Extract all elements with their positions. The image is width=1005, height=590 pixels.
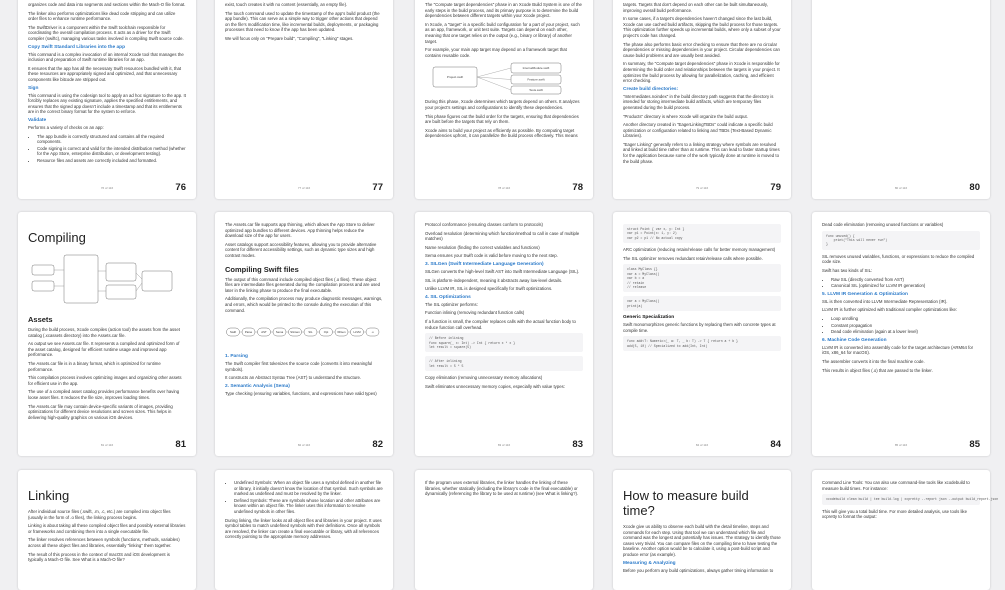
document-page xyxy=(215,470,393,590)
paragraph: Command Line Tools: You can also use command-line tools like xcodebuild to measure build times. For instance: xyxy=(822,480,970,491)
chapter-title: Linking xyxy=(28,488,70,503)
paragraph: It constructs an Abstract Syntax Tree (AST) to understand the structure. xyxy=(225,375,362,381)
bullet-item: • Raw SIL (directly converted from AST) xyxy=(831,277,980,283)
paragraph: ARC optimization (reducing retain/release calls for better memory management) xyxy=(623,247,776,253)
section-heading: Sign xyxy=(28,85,39,91)
page-content xyxy=(822,0,980,2)
paragraph: The "Compute target dependencies" phase in an Xcode Build System is one of the early steps in the build process, and its primary purpose is to determine the build dependencies between different targets within your Xcode project. xyxy=(425,2,582,19)
paragraph: The phase also performs basic error checking to ensure that there are no circular dependencies or missing dependencies in your project. Circular dependencies can cause build problems and are usually best avoided. xyxy=(623,41,780,58)
paragraph: This results in object files (.o) that are passed to the linker. xyxy=(822,367,933,373)
paragraph: If the program uses external libraries, the linker handles the linking of these libraries, whether statically (including the library's code in the final executable) or dynamically (referencing the library to be used at runtime) (see What is linking?). xyxy=(425,480,579,497)
section-heading: 2. Semantic Analysis (Sema) xyxy=(225,383,290,389)
page-tag: 83 of 116 xyxy=(497,443,511,447)
page-number: 80 xyxy=(969,182,980,193)
dependency-diagram-svg xyxy=(425,61,575,95)
document-page xyxy=(18,212,196,456)
bullet-item: • Constant propagation xyxy=(831,323,980,329)
page-content xyxy=(623,470,781,573)
code-block: func unused() { print("This will never run") } xyxy=(822,231,980,250)
page-number: 77 xyxy=(372,182,383,193)
bullet-item: • The app bundle is correctly structured and contains all the required components. xyxy=(37,134,186,145)
paragraph: exist, touch creates it with no content (essentially, an empty file). xyxy=(225,2,348,7)
page-content xyxy=(822,470,999,520)
pipeline-stage-label: Opt xyxy=(323,330,329,335)
page-tag: 84 of 116 xyxy=(695,443,709,447)
paragraph: During this phase, Xcode determines which targets depend on others. It analyzes your project's settings and configurations to identify these dependencies. xyxy=(425,99,580,110)
paragraph: SIL removes unused variables, functions, or expressions to reduce the compiled code size. xyxy=(822,253,975,265)
pipeline-stage-label: LLVM xyxy=(353,330,361,335)
swift-pipeline-diagram xyxy=(225,316,383,350)
paragraph: "Products" directory is where Xcode will organize the build output. xyxy=(623,113,748,119)
paragraph: Copy elimination (removing unnecessary memory allocations) xyxy=(425,375,543,381)
dependency-node-label: InternalModule.swift xyxy=(522,66,550,71)
dependency-arrow xyxy=(477,68,511,77)
paragraph: The result of this process in the context of macOS and iOS development is typically a Mach-O file. See What is a Mach-O file? xyxy=(28,551,170,563)
paragraph: Before you perform any build optimizations, always gather timing information to xyxy=(623,567,774,573)
paragraph: The Assets.car file may contain device-specific variants of images, providing optimizations for different device resolutions and screen sizes. This helps in delivering high-quality graphics on various iOS devices. xyxy=(28,403,173,420)
paragraph: Unlike LLVM IR, SIL is designed specifically for Swift optimizations. xyxy=(425,286,553,292)
bullet-list xyxy=(822,277,980,289)
paragraph: In some cases, if a target's dependencies haven't changed since the last build, Xcode can use cached build artifacts, skipping the build process for those targets. This optimization further speeds up incremental builds, where only a subset of your project's code has changed. xyxy=(623,16,781,38)
document-page xyxy=(812,212,990,456)
paragraph: LLVM IR is further optimized with traditional compiler optimizations like: xyxy=(822,307,958,313)
document-page xyxy=(812,0,990,199)
section-heading: 1. Parsing xyxy=(225,354,248,360)
page-content xyxy=(425,470,583,497)
bullet-list xyxy=(28,134,186,164)
paragraph: The linker also performs optimizations like dead code stripping and can utilize order files to enhance runtime performance. xyxy=(28,10,176,22)
page-footer xyxy=(28,179,186,193)
paragraph: SILGen converts the high-level Swift AST into Swift Intermediate Language (SIL). xyxy=(425,268,580,274)
page-number: 82 xyxy=(372,439,383,450)
page-content xyxy=(225,470,383,540)
code-block: xcodebuild clean build | tee build.log | xcpretty --report json --output build_report.json xyxy=(822,494,980,504)
paragraph: SIL is platform-independent, meaning it abstracts away low-level details. xyxy=(425,277,563,283)
paragraph: The assembler converts it into the final machine code. xyxy=(822,358,925,364)
document-page xyxy=(613,0,791,199)
paragraph: The Assets.car file supports app thinning, which allows the App Store to deliver optimized app bundles to different devices. App thinning helps reduce the download size of the app for users. xyxy=(225,222,375,239)
chapter-title: Compiling xyxy=(28,230,86,245)
bullet-item: • Canonical SIL (optimized for LLVM IR generation) xyxy=(831,283,980,289)
section-heading: Copy Swift Standard Libraries into the app xyxy=(28,44,126,50)
paragraph: Type checking (ensuring variables, functions, and expressions have valid types) xyxy=(225,390,377,396)
page-number: 79 xyxy=(770,182,781,193)
bullet-list xyxy=(822,316,980,335)
page-content xyxy=(425,0,583,139)
paragraph: The Assets.car file is in a binary format, which is optimized for runtime performance. xyxy=(28,360,161,372)
dependency-diagram xyxy=(425,61,583,95)
page-footer xyxy=(28,436,186,450)
page-footer xyxy=(623,436,781,450)
paragraph: Swift eliminates unnecessary memory copies, especially with value types: xyxy=(425,383,565,389)
code-block: var a = MyClass() print(a) xyxy=(623,296,781,311)
page-footer xyxy=(425,436,583,450)
page-tag: 77 of 116 xyxy=(297,186,311,190)
page-content xyxy=(623,212,781,351)
section-heading: 5. LLVM IR Generation & Optimization xyxy=(822,291,908,297)
document-page xyxy=(613,470,791,590)
compile-diagram-box xyxy=(106,285,136,299)
chapter-title: How to measure build time? xyxy=(623,488,749,518)
paragraph: Xcode aims to build your project as efficiently as possible. By computing target dependencies upfront, it can parallelize the build process effectively. This means xyxy=(425,127,578,139)
page-footer xyxy=(822,436,980,450)
paragraph: During linking, the linker looks at all object files and libraries in your project. It uses symbol tables to match undefined symbols with their definitions. Once all symbols are resolved, the linker can create a final executable or library, with all references correctly pointing to the appropriate memory addresses. xyxy=(225,517,382,540)
code-block: func add<T: Numeric>(_ a: T, _ b: T) -> T { return a + b } add(5, 10) // Specialized to add(Int, Int) xyxy=(623,336,781,351)
paragraph: Overload resolution (determining which function/method to call in case of multiple matches) xyxy=(425,230,580,242)
page-content xyxy=(28,470,186,563)
section-title: Assets xyxy=(28,315,53,324)
page-tag: 85 of 116 xyxy=(894,443,908,447)
pipeline-stage-label: .o xyxy=(371,330,374,335)
paragraph: Additionally, the compilation process may produce diagnostic messages, warnings, and errors, which would be printed to the console during the execution of this command. xyxy=(225,296,383,313)
page-content xyxy=(225,212,383,397)
paragraph: SIL is then converted into LLVM Intermediate Representation (IR). xyxy=(822,298,948,304)
code-block: // Before inlining func square(_ x: Int) -> Int { return x * x } let result = square(5) xyxy=(425,333,583,352)
section-heading: 6. Machine Code Generation xyxy=(822,337,887,343)
compile-diagram-box xyxy=(32,281,54,291)
code-block: struct Point { var x, y: Int } var p1 = Point(x: 1, y: 2) var p2 = p1 // No actual copy xyxy=(623,224,781,243)
dependency-node-label: Tests.swift xyxy=(529,88,543,93)
paragraph: As output we see Assets.car file. It represents a compiled and optimized form of the asset catalog, designed for efficient runtime usage and improved app performance. xyxy=(28,341,180,358)
paragraph: Another directory created in "EagerLinkingTBDs" could indicate a specific build optimization or configuration related to linking and TBDs (Text-Based Dynamic Libraries). xyxy=(623,122,773,139)
paragraph: Swift monomorphizes generic functions by replacing them with concrete types at compile time. xyxy=(623,322,776,333)
page-tag: 79 of 116 xyxy=(695,186,709,190)
section-heading: Measuring & Analyzing xyxy=(623,560,676,566)
bullet-item: • Dead code elimination (again at a lower level) xyxy=(831,329,980,335)
bullet-item: • Loop unrolling xyxy=(831,316,980,322)
compile-diagram xyxy=(28,251,186,309)
paragraph: In Xcode, a "target" is a specific build configuration for a part of your project, such as an app, framework, or unit test suite. Targets can depend on each other, meaning that one target relies on the output (e.g., binary or library) of another target. xyxy=(425,21,580,44)
paragraph: It ensures that the app has all the necessary Swift resources bundled with it, that these resources are appropriately signed and optimized, and that unnecessary components like bitcode are stripped out. xyxy=(28,65,182,82)
document-page xyxy=(415,212,593,456)
page-tag: 76 of 116 xyxy=(100,186,114,190)
document-page xyxy=(415,0,593,199)
compile-diagram-arrow xyxy=(136,283,142,291)
document-page xyxy=(812,470,999,590)
paragraph: We will focus only on "Prepare build", "Compiling", "Linking" stages. xyxy=(225,35,354,41)
paragraph: "Eager Linking" generally refers to a linking strategy where symbols are resolved and linked at build time rather than at runtime. This can lead to faster startup times for the application because some of the work typically done at runtime is moved to the build phase. xyxy=(623,141,780,164)
paragraph: This command is using the codesign tool to apply an ad hoc signature to the app. It forcibly replaces any existing signature, applies the specified entitlements, and ensures that the signed app doesn't include a timestamp and that its entitlements are in the correct binary format for the system to enforce. xyxy=(28,92,186,115)
paragraph: The linker resolves references between symbols (functions, methods, variables) across all these object files and libraries, essentially "linking" them together. xyxy=(28,537,180,548)
section-heading: 3. SILGen (Swift Intermediate Language Generation) xyxy=(425,261,544,267)
document-page xyxy=(415,470,593,590)
page-footer xyxy=(225,179,383,193)
page-tag: 82 of 116 xyxy=(297,443,311,447)
page-number: 76 xyxy=(175,182,186,193)
paragraph: targets. Targets that don't depend on each other can be built simultaneously, improving overall build performance. xyxy=(623,2,768,13)
page-number: 78 xyxy=(572,182,583,193)
page-content xyxy=(623,0,781,164)
page-number: 84 xyxy=(770,439,781,450)
paragraph: The SwiftDriver is a component within the Swift toolchain responsible for coordinating the overall compilation process. It acts as a driver for the Swift compiler (swiftc), managing various tasks involved in compiling Swift source code. xyxy=(28,24,184,41)
paragraph: The SIL optimizer performs: xyxy=(425,301,478,307)
bullet-item: • Resource files and assets are correctly included and formatted. xyxy=(37,158,186,164)
paragraph: Sema ensures your Swift code is valid before moving to the next step. xyxy=(425,253,558,259)
pipeline-stage-label: Parse xyxy=(244,330,253,335)
paragraph: Swift has two kinds of SIL: xyxy=(822,268,873,273)
compile-diagram-box xyxy=(142,271,172,291)
page-content xyxy=(28,0,186,163)
dependency-node-label: Feature.swift xyxy=(527,78,545,83)
paragraph: organizes code and data into segments and sections within the Mach-O file format. xyxy=(28,2,186,7)
page-content xyxy=(425,212,583,389)
paragraph: The use of a compiled asset catalog provides performance benefits over having loose asset files. It reduces the file size, improves loading times. xyxy=(28,389,180,400)
compile-diagram-box xyxy=(32,265,54,275)
page-number: 83 xyxy=(572,439,583,450)
page-tag: 78 of 116 xyxy=(497,186,511,190)
document-page xyxy=(613,212,791,456)
paragraph: This compilation process involves optimizing images and organizing other assets for efficient use in the app. xyxy=(28,375,182,386)
paragraph: During the build process, Xcode compiles (action tool) the assets from the asset catalog (.xcassets directory) into the Assets.car file. xyxy=(28,327,180,338)
compile-diagram-box xyxy=(64,255,98,303)
paragraph: For example, your main app target may depend on a framework target that contains reusable code. xyxy=(425,47,567,58)
paragraph: Asset catalogs support accessibility features, allowing you to provide alternative content for different accessibility settings, such as dynamic type sizes and high contrast modes. xyxy=(225,241,377,258)
page-number: 85 xyxy=(969,439,980,450)
paragraph: Protocol conformance (ensuring classes conform to protocols) xyxy=(425,222,543,227)
page-content xyxy=(28,212,186,420)
paragraph: Dead code elimination (removing unused functions or variables) xyxy=(822,222,944,227)
document-page xyxy=(215,212,393,456)
page-footer xyxy=(623,179,781,193)
paragraph: Function inlining (removing redundant function calls) xyxy=(425,310,525,316)
code-block: // After inlining let result = 5 * 5 xyxy=(425,356,583,371)
page-content xyxy=(225,0,383,42)
paragraph: This will give you a total build time. For more detailed analysis, use tools like xcpretty to format the output: xyxy=(822,508,967,520)
compile-diagram-arrow xyxy=(136,273,142,279)
document-page xyxy=(215,0,393,199)
paragraph: Linking is about taking all these compiled object files and possibly external libraries or frameworks and combining them into a single executable file. xyxy=(28,523,186,534)
paragraph: After individual source files (.swift, .m, .c, etc.) are compiled into object files (usually in the form of .o files), the linking process begins. xyxy=(28,509,171,520)
paragraph: Performs a variety of checks on an app: xyxy=(28,124,104,130)
pipeline-stage-label: IRGen xyxy=(337,330,346,335)
paragraph: "Intermediates.noindex" in the build directory path suggests that the directory is intended for storing intermediate build artifacts, which are temporary files generated during the build process. xyxy=(623,93,774,110)
pipeline-stage-label: AST xyxy=(261,330,267,335)
document-page xyxy=(18,0,196,199)
bullet-item: • Defined Symbols: These are symbols whose location and other attributes are known within an object file. The linker uses this information to resolve undefined symbols in other files. xyxy=(234,498,383,515)
page-footer xyxy=(425,179,583,193)
bullet-item: • Code signing is correct and valid for the intended distribution method (whether for the App Store, enterprise distribution, or development testing). xyxy=(37,146,186,157)
paragraph: The Swift compiler first tokenizes the source code (converts it into meaningful symbols). xyxy=(225,361,373,372)
dependency-node-label: Project.swift xyxy=(446,75,464,80)
page-tag: 81 of 116 xyxy=(100,443,114,447)
paragraph: The touch command used to update the timestamp of the app's build product (the app bundle). This can serve as a simple way to trigger other actions that depend on the file's modification time, like incremental builds, deployments, or packaging processes that need to know if the app has been updated. xyxy=(225,10,380,33)
section-heading: 4. SIL Optimizations xyxy=(425,294,471,300)
code-block: class MyClass {} var a = MyClass() var b = a // retain // release xyxy=(623,264,781,292)
paragraph: The output of this command include compiled object files (.o files). These object files are intermediate files generated during the compilation process and are used later in the linking phase to produce the final executable. xyxy=(225,276,381,293)
pipeline-stage-label: SIL xyxy=(308,330,313,335)
page-footer xyxy=(225,436,383,450)
section-heading: Validate xyxy=(28,117,47,123)
pipeline-stage-label: Swift xyxy=(229,330,237,335)
paragraph: This command is a complex invocation of an internal Xcode tool that manages the inclusion and preparation of Swift runtime libraries for an app. xyxy=(28,51,184,63)
paragraph: This phase figures out the build order for the targets, ensuring that dependencies are built before the targets that rely on them. xyxy=(425,113,579,125)
paragraph: LLVM IR is converted into assembly code for the target architecture (ARM64 for iOS, x86_64 for macOS). xyxy=(822,344,974,356)
compile-diagram-svg xyxy=(28,251,178,309)
page-tag: 80 of 116 xyxy=(894,186,908,190)
paragraph: In summary, the "Compute target dependencies" phase in Xcode is responsible for determining the build order and relationships between the targets in your project. It optimizes the build process by allowing for parallelization, caching, and efficient error checking. xyxy=(623,61,780,84)
paragraph: If a function is small, the compiler replaces calls with the actual function body to reduce function call overhead. xyxy=(425,318,576,330)
section-heading: Create build directories: xyxy=(623,86,679,92)
paragraph: The SIL optimizer removes redundant retain/release calls where possible. xyxy=(623,255,763,261)
page-content xyxy=(822,212,980,373)
page-number: 81 xyxy=(175,439,186,450)
section-title: Compiling Swift files xyxy=(225,264,299,274)
swift-pipeline-svg xyxy=(225,316,383,350)
compile-diagram-box xyxy=(106,263,136,281)
paragraph: Xcode give us ability to observe each build with the detail timeline, steps and commands for each step. Using that tool we can understand which file and command was the longest and potentially has issues. The strategy to identify those cases very trivial. You can compare files on the compiling time to have testing the baseline. Another option would be to calculate it, using a post-build script and produce error (as example). xyxy=(623,524,781,557)
document-page xyxy=(18,470,196,590)
bullet-list xyxy=(225,480,383,515)
page-footer xyxy=(822,179,980,193)
subsection-heading: Generic Specialization xyxy=(623,315,675,321)
pipeline-stage-label: Sema xyxy=(275,330,284,335)
pipeline-stage-label: SILGen xyxy=(290,330,300,335)
bullet-item: • Undefined Symbols: When an object file uses a symbol defined in another file or library, it initially doesn't know the location of that symbol. Such symbols are marked as undefined and must be resolved by the linker. xyxy=(234,480,383,497)
paragraph: Name resolution (finding the correct variables and functions) xyxy=(425,244,540,250)
